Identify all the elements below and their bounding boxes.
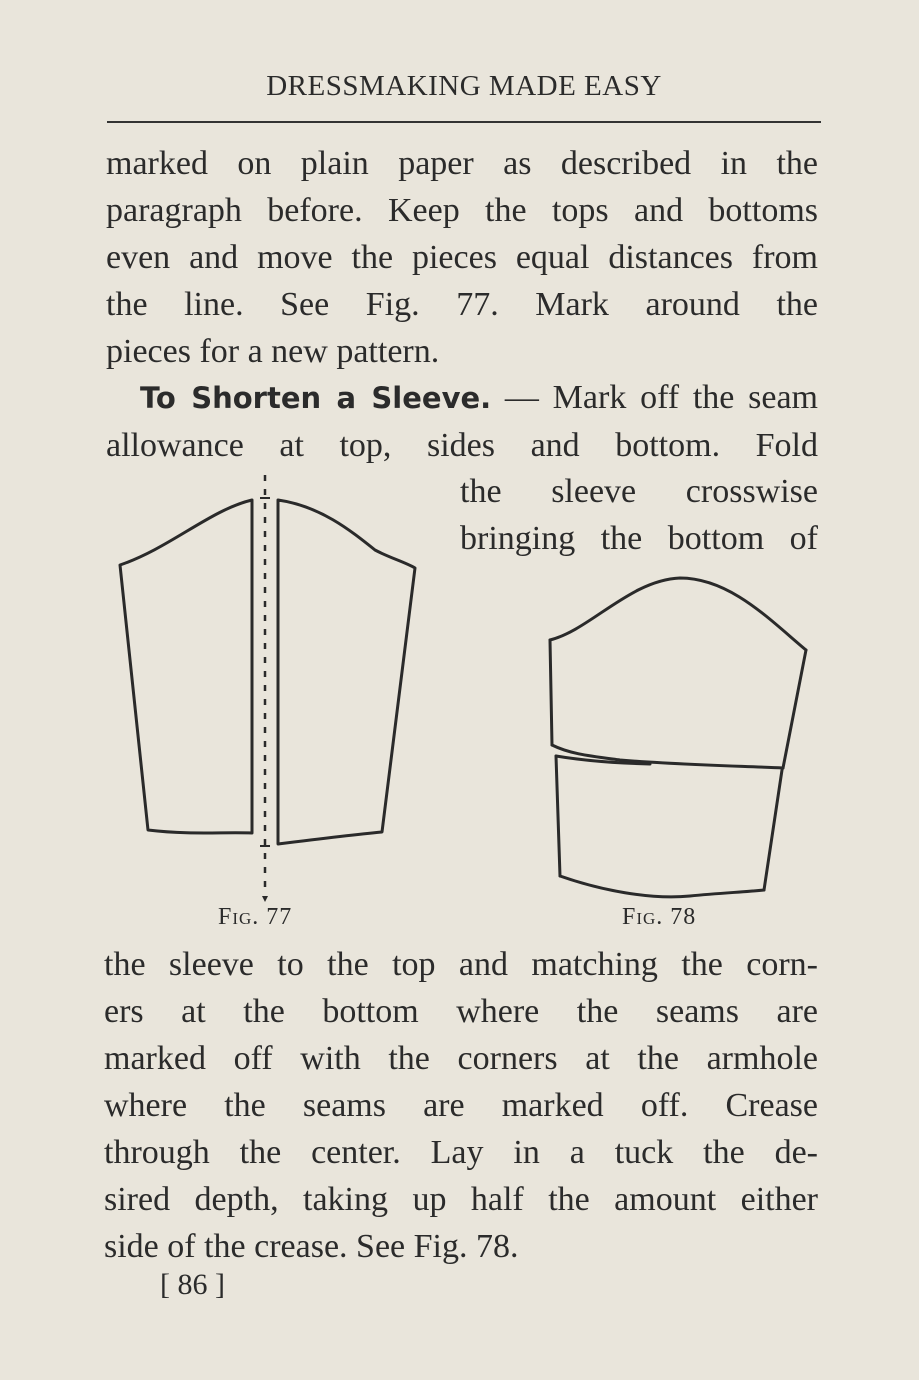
text-line: where the seams are marked off. Crease	[104, 1087, 818, 1124]
text-line: sired depth, taking up half the amount either	[104, 1181, 818, 1218]
text-line: allowance at top, sides and bottom. Fold	[106, 427, 818, 464]
section-heading: To Shorten a Sleeve.	[140, 381, 492, 415]
text-line: through the center. Lay in a tuck the de-	[104, 1134, 818, 1171]
text-line: the sleeve crosswise	[460, 473, 818, 510]
paragraph-wrap-text	[460, 468, 818, 562]
figure-78-caption: Fig. 78	[622, 904, 697, 930]
figure-77-sleeve-split	[100, 470, 440, 910]
header-rule	[107, 121, 821, 123]
paragraph-continued	[104, 941, 818, 1270]
text-line: pieces for a new pattern.	[106, 333, 440, 370]
text-line: paragraph before. Keep the tops and bottoms	[106, 192, 818, 229]
text-fragment: — Mark off the seam	[504, 379, 819, 416]
running-head: DRESSMAKING MADE EASY	[266, 70, 662, 102]
text-line: the sleeve to the top and matching the corn-	[104, 946, 818, 983]
text-line: marked on plain paper as described in the	[106, 145, 818, 182]
text-line: side of the crease. See Fig. 78.	[104, 1228, 519, 1265]
text-line: even and move the pieces equal distances from	[106, 239, 818, 276]
page-number: [ 86 ]	[160, 1268, 225, 1301]
text-line	[106, 374, 818, 422]
figure-77-caption: Fig. 77	[218, 904, 293, 930]
paragraph-shorten-sleeve	[106, 374, 818, 469]
text-line: bringing the bottom of	[460, 520, 818, 557]
paragraph-intro	[106, 140, 818, 375]
text-line: ers at the bottom where the seams are	[104, 993, 818, 1030]
figure-78-sleeve-tuck	[530, 560, 830, 910]
text-line: the line. See Fig. 77. Mark around the	[106, 286, 818, 323]
text-line: marked off with the corners at the armhole	[104, 1040, 818, 1077]
